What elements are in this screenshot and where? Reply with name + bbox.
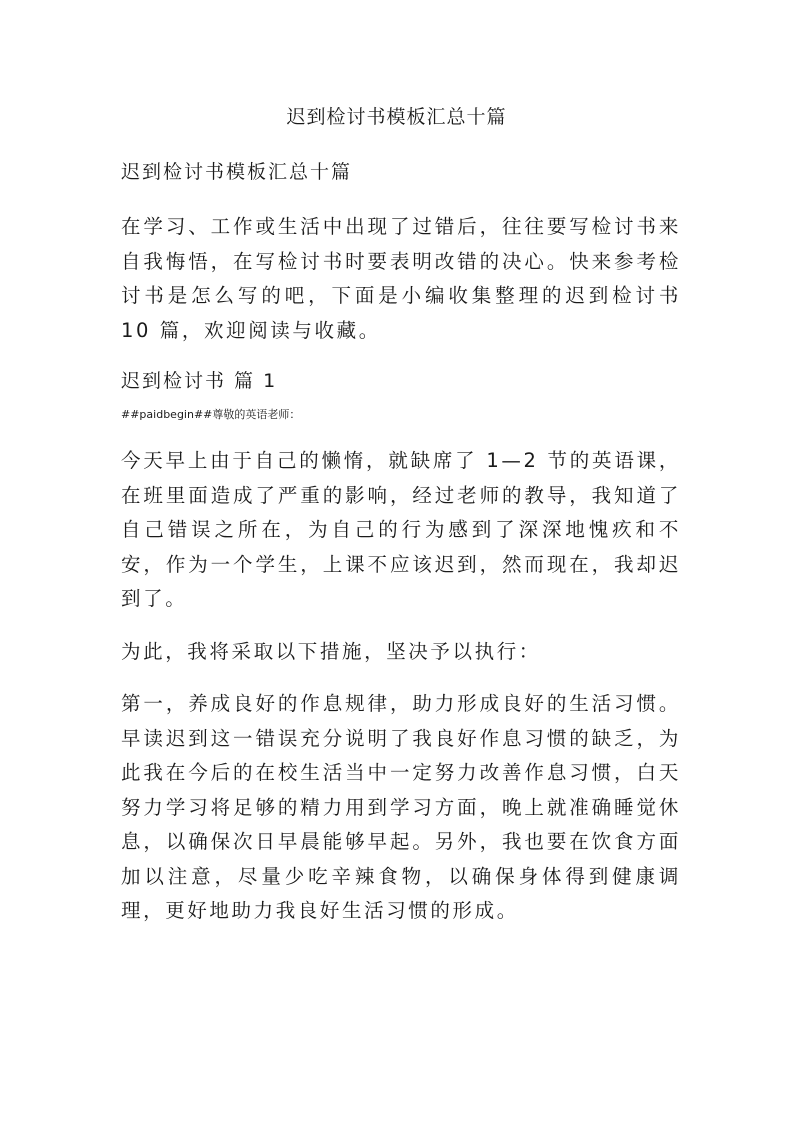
document-subtitle: 迟到检讨书模板汇总十篇 [121, 161, 353, 183]
salutation: ##paidbegin##尊敬的英语老师： [121, 408, 301, 421]
document-body [121, 157, 681, 947]
body-paragraph-1: 今天早上由于自己的懒惰，就缺席了 1—2 节的英语课，在班里面造成了严重的影响，经过老师的教导，我知道了自己错误之所在，为自己的行为感到了深深地愧疚和不安，作为一个学生，上课不应该迟到，然而现在，我却迟到了。 [121, 449, 681, 610]
body-paragraph-2: 为此，我将采取以下措施，坚决予以执行： [121, 639, 541, 663]
document-title: 迟到检讨书模板汇总十篇 [286, 106, 507, 128]
intro-paragraph: 在学习、工作或生活中出现了过错后，往往要写检讨书来自我悔悟，在写检讨书时要表明改错的决心。快来参考检讨书是怎么写的吧，下面是小编收集整理的迟到检讨书 10 篇，欢迎阅读与收藏。 [121, 215, 681, 342]
body-paragraph-3: 第一，养成良好的作息规律，助力形成良好的生活习惯。早读迟到这一错误充分说明了我良好作息习惯的缺乏，为此我在今后的在校生活当中一定努力改善作息习惯，白天努力学习将足够的精力用到学习方面，晚上就准确睡觉休息，以确保次日早晨能够早起。另外，我也要在饮食方面加以注意，尽量少吃辛辣食物，以确保身体得到健康调理，更好地助力我良好生活习惯的形成。 [121, 692, 681, 922]
section-heading: 迟到检讨书 篇 1 [121, 370, 278, 392]
